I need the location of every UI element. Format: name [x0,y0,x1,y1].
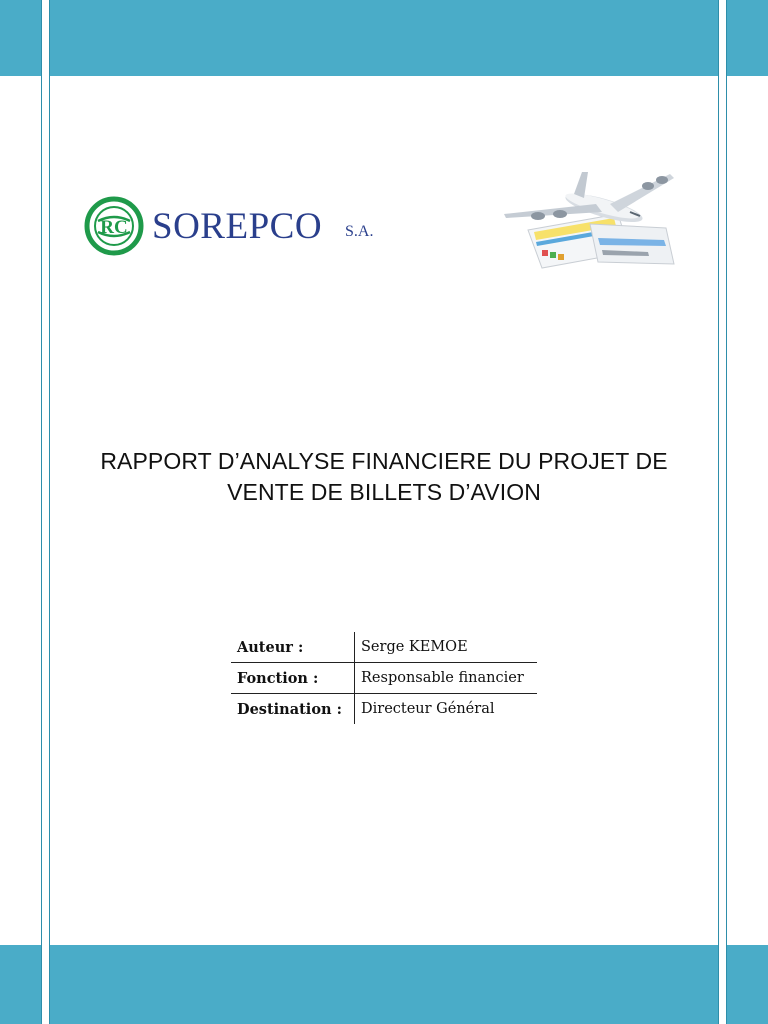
right-frame-line-outer [726,0,727,1024]
metadata-row-author [231,632,537,663]
left-corner-top [0,0,41,76]
report-title-line-2: VENTE DE BILLETS D’AVION [227,479,541,505]
airplane-with-tickets-image [498,168,680,274]
report-title-line-1: RAPPORT D’ANALYSE FINANCIERE DU PROJET DE [100,448,668,474]
company-suffix: S.A. [345,223,374,240]
company-name: SOREPCO [152,206,323,247]
footer-band [50,945,718,1024]
destination-value: Directeur Général [355,694,538,725]
left-frame-line-outer [41,0,42,1024]
logo-initials: RC [100,217,128,238]
right-corner-top [727,0,768,76]
metadata-row-destination [231,694,537,725]
author-value: Serge KEMOE [361,639,468,655]
left-frame-line-inner [49,0,50,1024]
left-corner-bottom [0,945,41,1024]
function-label: Fonction : [231,663,355,694]
tickets-graphic [528,214,674,268]
right-corner-bottom [727,945,768,1024]
report-title [60,446,708,508]
function-value: Responsable financier [355,663,538,694]
right-frame-line-inner [718,0,719,1024]
author-label: Auteur : [231,632,355,663]
destination-label: Destination : [231,694,355,725]
header-band [50,0,718,76]
metadata-row-function [231,663,537,694]
document-metadata-table [231,632,537,724]
